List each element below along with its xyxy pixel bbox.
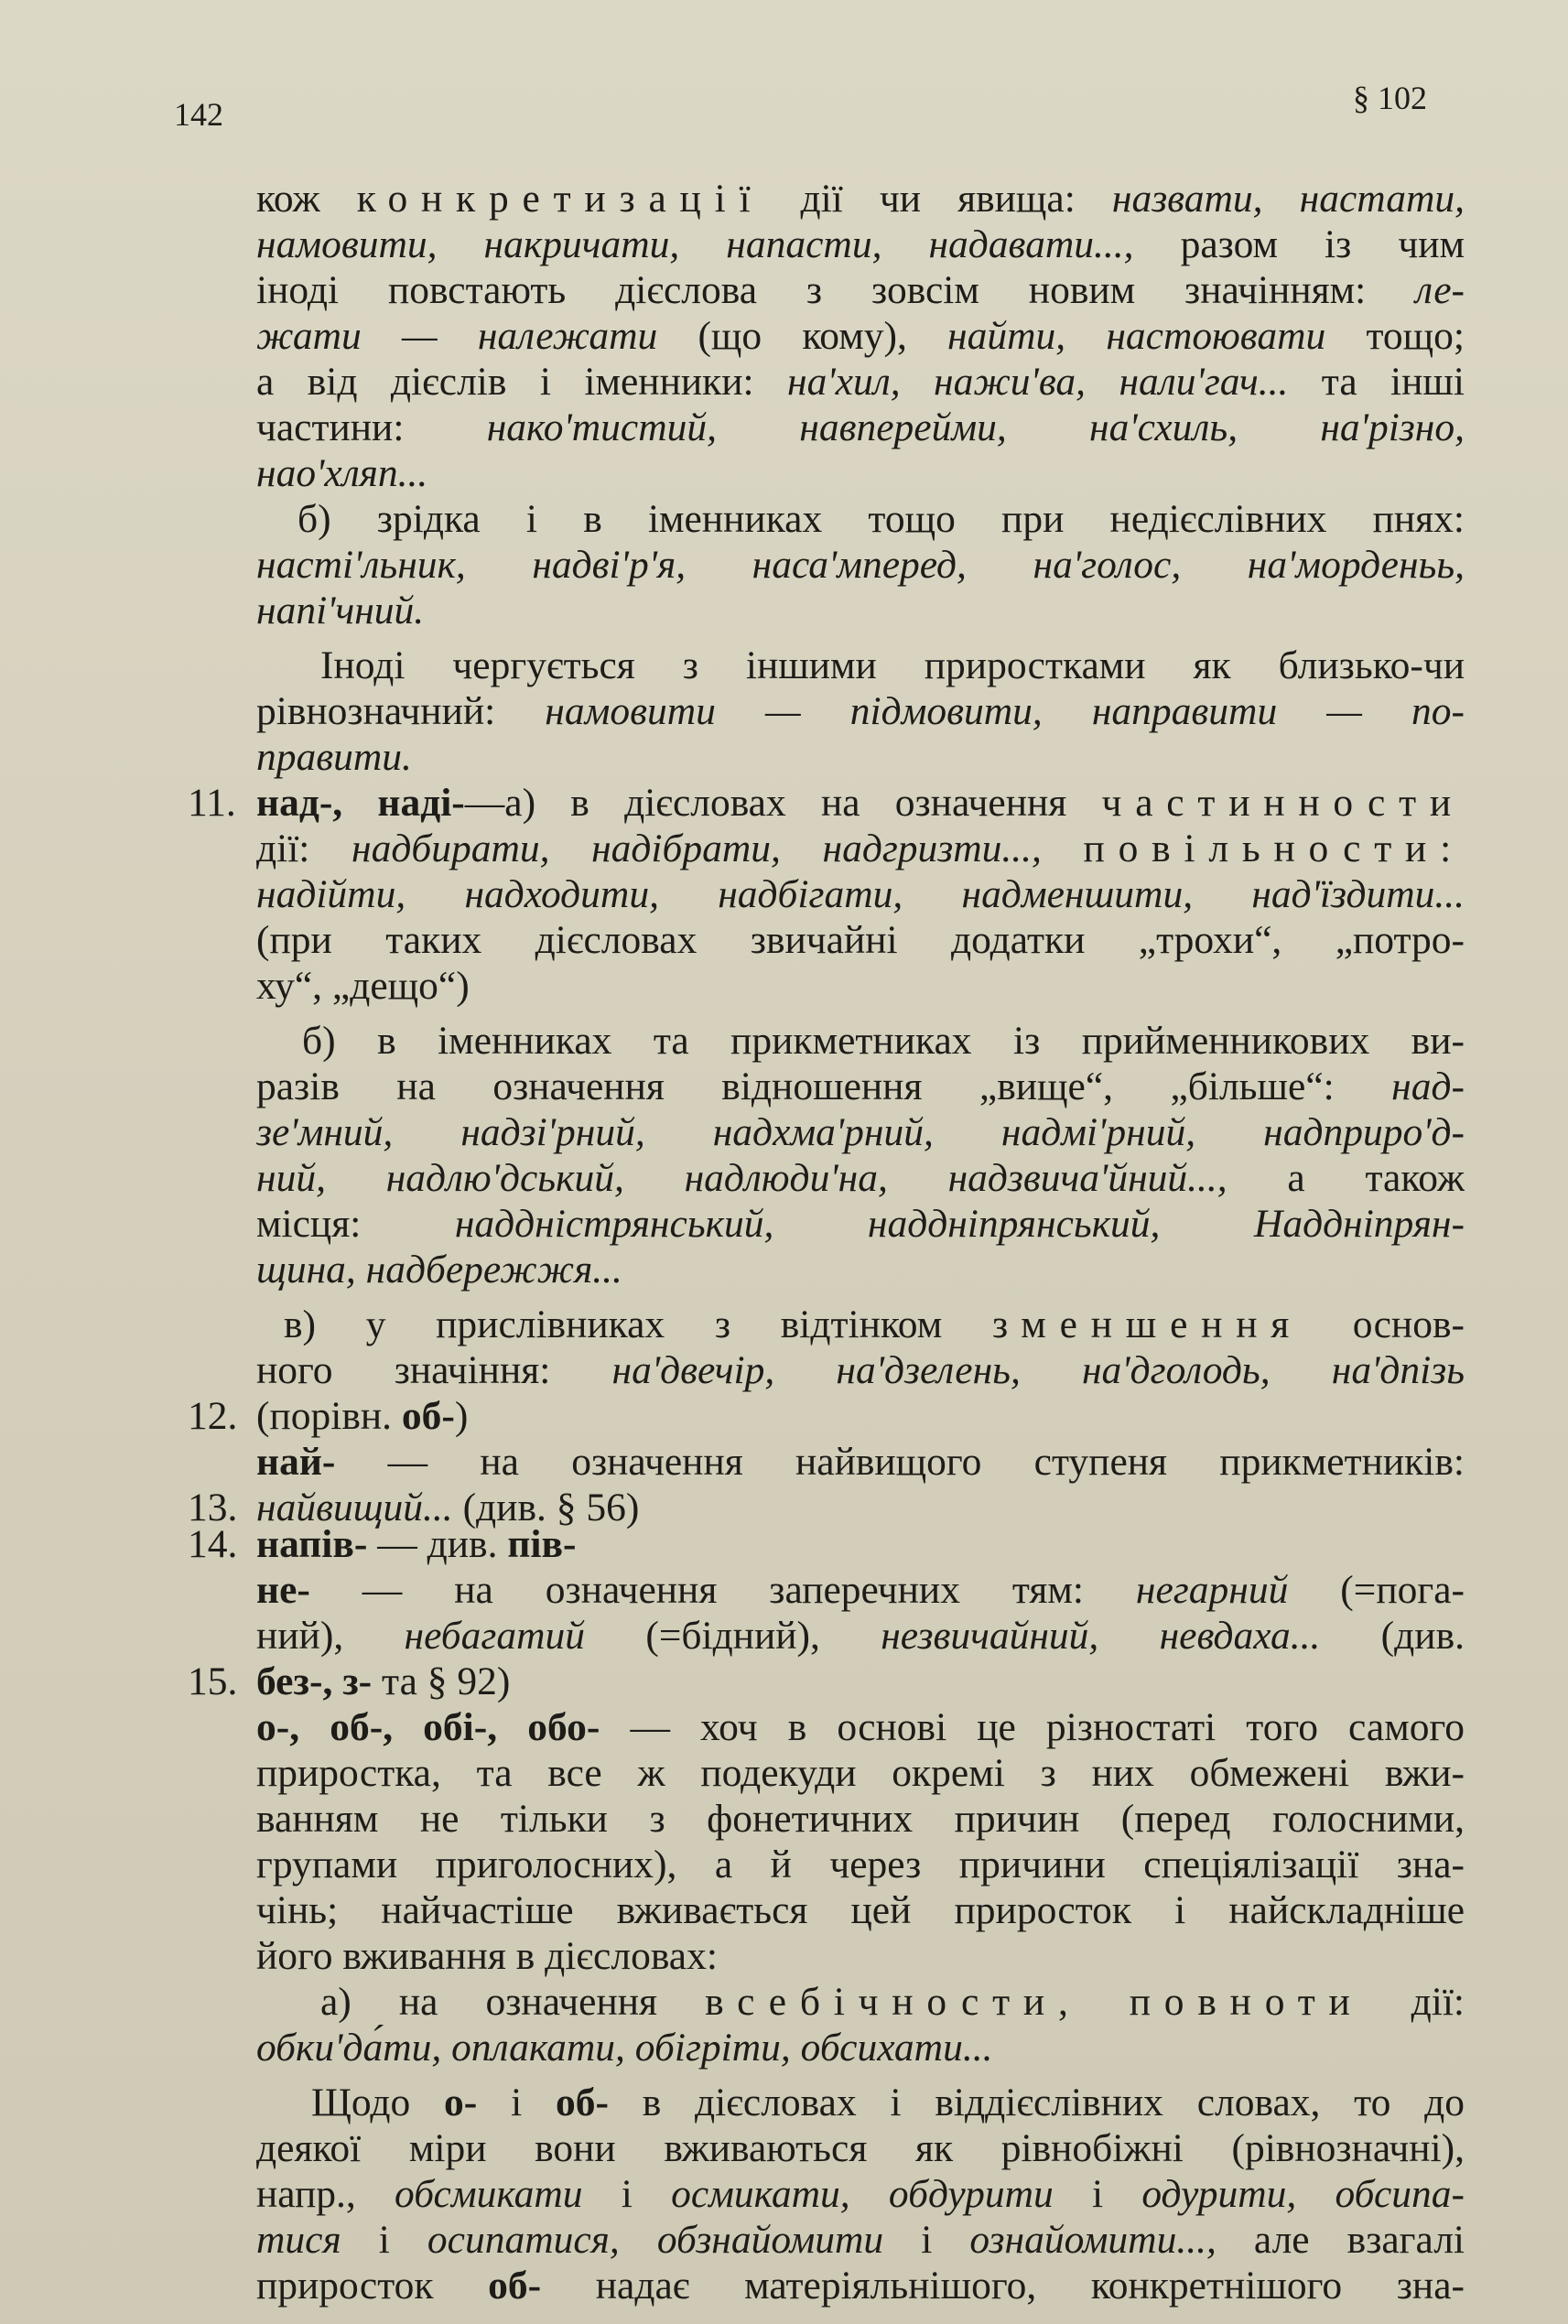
text-line: надійти, надходити, надбігати, надменшити, над'їздити... (256, 872, 1465, 916)
text-line: в) у прислівниках з відтінком зменшення основ- (284, 1303, 1465, 1346)
text-line: щина, надбережжя... (256, 1248, 622, 1292)
text-line: дії: надбирати, надібрати, надгризти..., повільности: (256, 827, 1465, 870)
text-line: намовити, накричати, напасти, надавати..., разом із чим (256, 222, 1465, 266)
text-line: чінь; найчастіше вживається цей приросток і найскладніше (256, 1888, 1465, 1932)
section-number: § 102 (1353, 80, 1427, 116)
text-line: іноді повстають дієслова з зовсім новим значінням: ле- (256, 268, 1465, 312)
text-line: напі'чний. (256, 589, 425, 632)
text-line: о-, об-, обі-, обо- — хоч в основі це різностаті того самого (256, 1705, 1465, 1749)
text-line: обки'да́ти, оплакати, обігріти, обсихати... (256, 2026, 993, 2070)
text-line: над-, наді-—а) в дієсловах на означення частинности (256, 781, 1465, 825)
text-line: частини: нако'тистий, навперейми, на'схиль, на'різно, (256, 405, 1465, 449)
text-line: б) в іменниках та прикметниках із прийменникових ви- (302, 1019, 1465, 1063)
text-line: місця: наддністрянський, наддніпрянський, Наддніпрян- (256, 1202, 1465, 1246)
text-line: рівнозначний: намовити — підмовити, направити — по- (256, 689, 1465, 733)
text-line: напр., обсмикати і осмикати, обдурити і одурити, обсипа- (256, 2172, 1465, 2216)
text-line: ванням не тільки з фонетичних причин (перед голосними, (256, 1797, 1465, 1841)
text-line: зе'мний, надзі'рний, надхма'рний, надмі'рний, надприро'д- (256, 1110, 1465, 1154)
text-line: ного значіння: на'двечір, на'дзелень, на'дголодь, на'дпізь (256, 1348, 1465, 1392)
text-line: кож конкретизації дії чи явища: назвати, настати, (256, 177, 1465, 221)
text-line: групами приголосних), а й через причини спеціялізації зна- (256, 1843, 1465, 1886)
text-line: напів- — див. пів- (256, 1522, 577, 1566)
text-line: ху“, „дещо“) (256, 964, 470, 1008)
text-line: правити. (256, 735, 412, 779)
text-line: най- — на означення найвищого ступеня прикметників: (256, 1440, 1465, 1484)
text-line: ний, надлю'дський, надлюди'на, надзвича'йний..., а також (256, 1156, 1465, 1200)
text-line: насті'льник, надві'р'я, наса'мперед, на'голос, на'морденьь, (256, 543, 1465, 587)
text-line: найвищий... (див. § 56) (256, 1486, 640, 1530)
text-line: його вживання в дієсловах: (256, 1934, 718, 1978)
text-line: Щодо о- і об- в дієсловах і віддієслівних словах, то до (311, 2081, 1465, 2124)
text-line: ний), небагатий (=бідний), незвичайний, невдаха... (див. (256, 1614, 1465, 1658)
text-line: нао'хляп... (256, 451, 428, 495)
text-line: приростка, та все ж подекуди окремі з них обмежені вжи- (256, 1751, 1465, 1795)
text-line: (порівн. об-) (256, 1394, 469, 1438)
item-number: 11. (188, 781, 236, 825)
text-line: а від дієслів і іменники: на'хил, нажи'ва, нали'гач... та інші (256, 360, 1465, 404)
item-number: 12. (188, 1394, 238, 1438)
text-line: без-, з- та § 92) (256, 1659, 511, 1703)
text-line: б) зрідка і в іменниках тощо при недієслівних пнях: (297, 497, 1465, 541)
item-number: 15. (188, 1659, 238, 1703)
item-number: 14. (188, 1522, 238, 1566)
page-number: 142 (174, 96, 223, 133)
text-line: Іноді чергується з іншими приростками як близько-чи (320, 643, 1465, 687)
item-number: 13. (188, 1486, 238, 1530)
text-line: не- — на означення заперечних тям: негарний (=пога- (256, 1568, 1465, 1612)
text-line: а) на означення всебічности, повноти дії: (320, 1980, 1465, 2024)
text-line: приросток об- надає матеріяльнішого, конкретнішого зна- (256, 2264, 1465, 2308)
text-line: тися і осипатися, обзнайомити і ознайомити..., але взагалі (256, 2218, 1465, 2262)
text-line: разів на означення відношення „вище“, „більше“: над- (256, 1065, 1465, 1108)
text-line: деякої міри вони вживаються як рівнобіжні (рівнозначні), (256, 2126, 1465, 2170)
text-line: (при таких дієсловах звичайні додатки „трохи“, „потро- (256, 918, 1465, 962)
text-line: жати — належати (що кому), найти, настоювати тощо; (256, 314, 1465, 358)
